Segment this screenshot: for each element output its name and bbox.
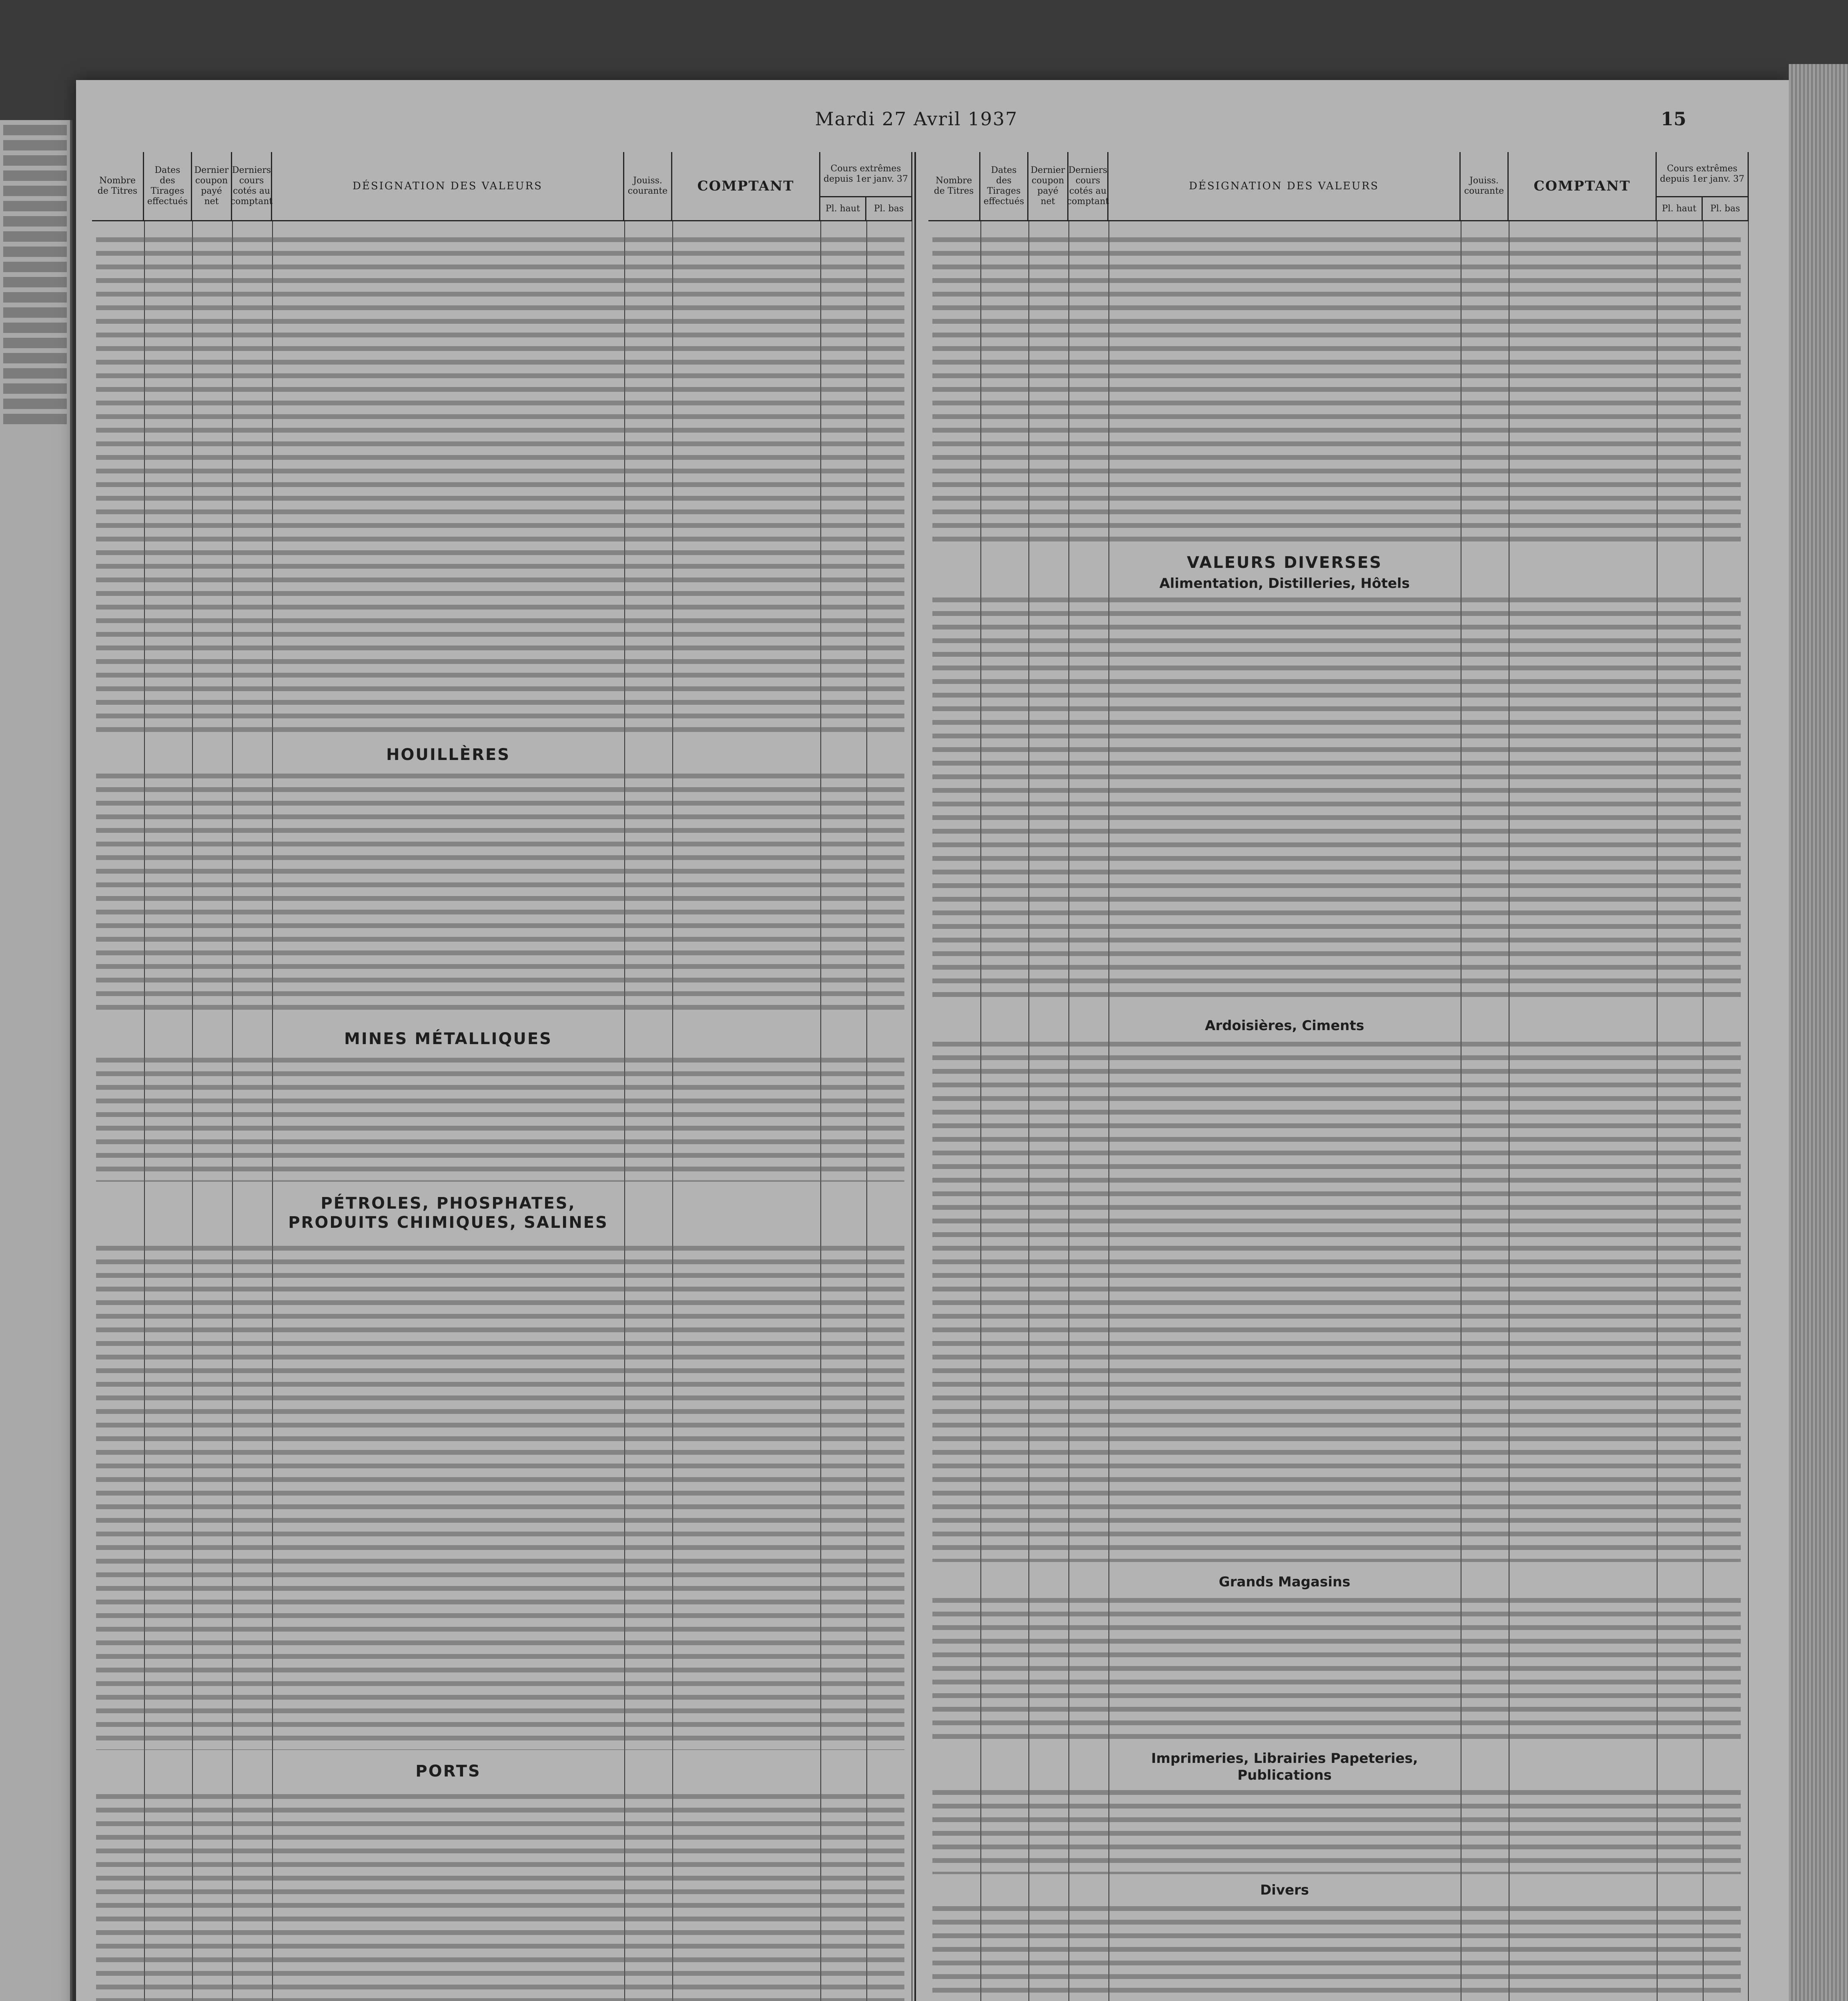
left-table-body xyxy=(92,220,912,2001)
section-ardoisieres: Ardoisières, Ciments xyxy=(1205,1018,1364,1034)
left-table xyxy=(92,152,912,2001)
section-valeurs-diverses: VALEURS DIVERSES xyxy=(1187,553,1383,572)
page-number: 15 xyxy=(1661,108,1687,130)
center-divider xyxy=(914,152,916,2001)
right-table xyxy=(928,152,1749,2001)
section-houilleres: HOUILLÈRES xyxy=(386,746,511,764)
col-pl-haut: Pl. haut xyxy=(820,196,866,220)
section-imprimeries: Imprimeries, Librairies Papeteries, Publications xyxy=(1151,1750,1418,1783)
page-header xyxy=(76,108,1789,132)
col-pl-bas-r: Pl. bas xyxy=(1703,196,1749,220)
section-divers: Divers xyxy=(1260,1882,1309,1898)
col-dates-tirages-r: Dates des Tirages effectués xyxy=(980,152,1028,220)
col-jouissance: Jouiss. courante xyxy=(624,152,672,220)
col-comptant: COMPTANT xyxy=(672,152,820,220)
col-cours-extremes-r: Cours extrêmes depuis 1er janv. 37 xyxy=(1657,152,1749,196)
right-table-body xyxy=(928,220,1749,2001)
col-derniers-cours-r: Derniers cours cotés au comptant xyxy=(1068,152,1108,220)
col-designation-r: DÉSIGNATION DES VALEURS xyxy=(1108,152,1461,220)
section-ports: PORTS xyxy=(415,1762,481,1780)
col-designation: DÉSIGNATION DES VALEURS xyxy=(272,152,624,220)
page-stack-edge xyxy=(1789,64,1848,2001)
previous-page-edge xyxy=(0,120,72,2001)
col-derniers-cours: Derniers cours cotés au comptant xyxy=(232,152,272,220)
section-petroles: PÉTROLES, PHOSPHATES, PRODUITS CHIMIQUES, SALINES xyxy=(288,1194,608,1232)
section-alimentation: Alimentation, Distilleries, Hôtels xyxy=(1159,575,1410,591)
col-dates-tirages: Dates des Tirages effectués xyxy=(144,152,192,220)
col-nombre-titres-r: Nombre de Titres xyxy=(928,152,980,220)
col-comptant-r: COMPTANT xyxy=(1509,152,1657,220)
col-cours-extremes: Cours extrêmes depuis 1er janv. 37 xyxy=(820,152,912,196)
col-dernier-coupon: Dernier coupon payé net xyxy=(192,152,232,220)
col-pl-haut-r: Pl. haut xyxy=(1657,196,1703,220)
col-jouissance-r: Jouiss. courante xyxy=(1461,152,1509,220)
section-mines-metalliques: MINES MÉTALLIQUES xyxy=(344,1030,552,1048)
col-pl-bas: Pl. bas xyxy=(866,196,912,220)
col-nombre-titres: Nombre de Titres xyxy=(92,152,144,220)
page-date: Mardi 27 Avril 1937 xyxy=(815,108,1018,130)
section-grands-magasins: Grands Magasins xyxy=(1219,1574,1351,1590)
newspaper-page xyxy=(76,80,1789,2001)
col-dernier-coupon-r: Dernier coupon payé net xyxy=(1028,152,1068,220)
